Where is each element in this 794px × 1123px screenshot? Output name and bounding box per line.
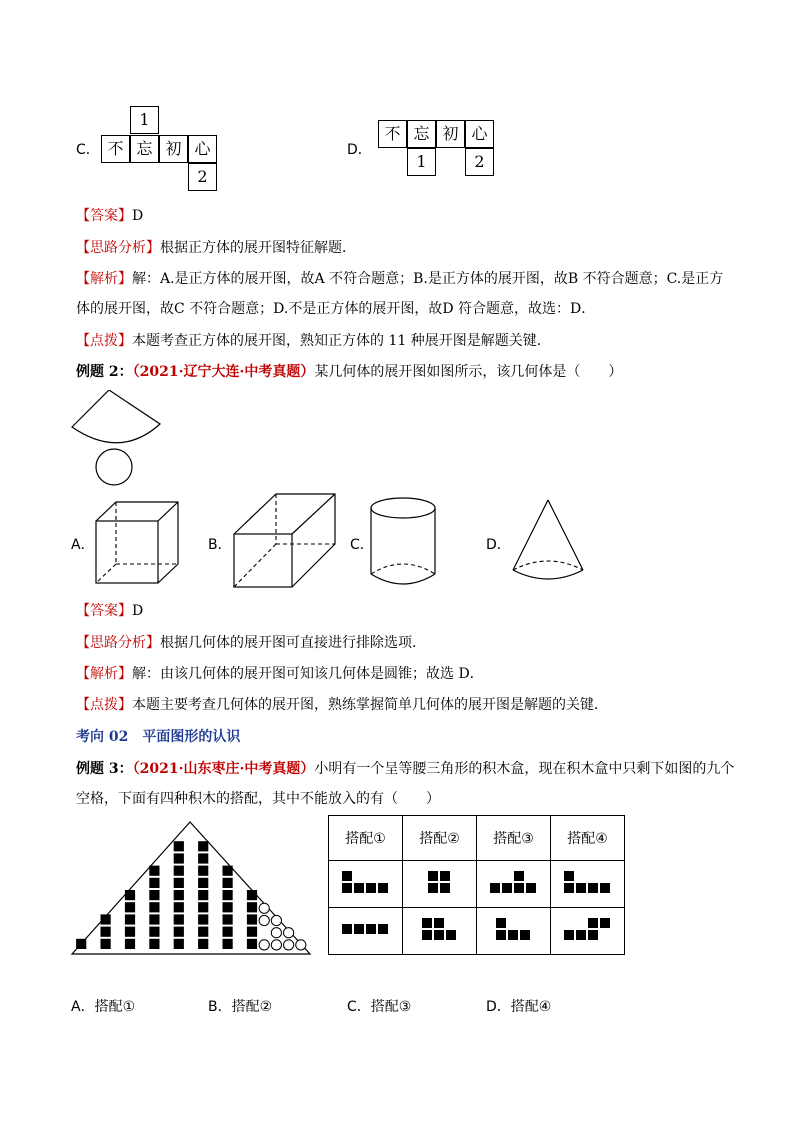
answer-value: D (132, 208, 144, 224)
combo-1-piece-b (329, 908, 403, 955)
cylinder-figure (368, 496, 438, 588)
block-square (223, 878, 233, 888)
table-row-2 (329, 908, 625, 955)
option-c-label: C． (76, 142, 100, 158)
header-combo-3: 搭配③ (477, 816, 551, 861)
block-square (223, 866, 233, 876)
block-square (247, 939, 257, 949)
answer-tag: 【答案】 (76, 603, 132, 619)
answer-value: D (132, 603, 144, 619)
net-d-face-4: 心 (465, 120, 494, 148)
q3-stem-text-1: 小明有一个呈等腰三角形的积木盒，现在积木盒中只剩下如图的九个 (314, 761, 735, 777)
table-row-1 (329, 861, 625, 908)
answer-tag: 【答案】 (76, 208, 132, 224)
piece-p-pentomino (420, 915, 460, 943)
combo-3-piece-a (477, 861, 551, 908)
block-square (149, 890, 159, 900)
combo-2-piece-a (403, 861, 477, 908)
analysis-text: 根据几何体的展开图可直接进行排除选项． (160, 635, 426, 651)
block-square (101, 927, 111, 937)
header-combo-2: 搭配② (403, 816, 477, 861)
block-square (149, 914, 159, 924)
block-square (247, 914, 257, 924)
block-square (125, 914, 135, 924)
explain-text-1: 解：A.是正方体的展开图，故A 不符合题意；B.是正方体的展开图，故B 不符合题意；C.是正方 (132, 271, 724, 287)
q3-stem-line-1 (76, 759, 734, 779)
point-text: 本题主要考查几何体的展开图，熟练掌握简单几何体的展开图是解题的关键． (132, 697, 608, 713)
block-square (149, 866, 159, 876)
analysis-text: 根据正方体的展开图特征解题． (160, 240, 356, 256)
piece-l-shape (562, 868, 614, 896)
net-d-face-below-2: 1 (407, 148, 436, 176)
q2-explain-line (76, 664, 484, 684)
empty-slot (259, 915, 269, 925)
block-square (247, 902, 257, 912)
block-square (198, 914, 208, 924)
piece-square-tetromino (426, 868, 454, 896)
point-text: 本题考查正方体的展开图，熟知正方体的 11 种展开图是解题关键． (132, 333, 551, 349)
block-square (125, 890, 135, 900)
combo-4-piece-a (551, 861, 625, 908)
empty-slot (259, 903, 269, 913)
q3-option-b: B．搭配② (208, 999, 273, 1015)
piece-small-l (494, 915, 534, 943)
block-square (198, 902, 208, 912)
block-square (223, 914, 233, 924)
q2-label: 例题 2： (76, 364, 133, 380)
block-square (125, 939, 135, 949)
net-d-face-1: 不 (378, 120, 407, 148)
net-c-top-face: 1 (130, 106, 159, 134)
cuboid-figure (232, 492, 338, 590)
block-square (174, 927, 184, 937)
q3-stem-line-2: 空格，下面有四种积木的搭配，其中不能放入的有（ ） (76, 791, 440, 807)
net-c-face-4: 心 (188, 135, 217, 163)
block-square (101, 914, 111, 924)
block-square (174, 902, 184, 912)
table-header-row (329, 816, 625, 861)
q2-source: （2021·辽宁大连·中考真题） (132, 364, 315, 380)
section-heading: 考向 02 平面图形的认识 (76, 729, 241, 745)
block-square (198, 939, 208, 949)
q3-option-d: D．搭配④ (486, 999, 552, 1015)
block-square (174, 890, 184, 900)
point-tag: 【点拨】 (76, 333, 132, 349)
analysis-tag: 【思路分析】 (76, 240, 160, 256)
block-square (174, 853, 184, 863)
combo-2-piece-b (403, 908, 477, 955)
piece-l-tetromino (340, 868, 392, 896)
q2-answer-line (76, 601, 143, 621)
block-square (198, 927, 208, 937)
block-square (149, 902, 159, 912)
q1-explain-line-1 (76, 269, 723, 289)
q3-label: 例题 3： (76, 761, 133, 777)
combo-3-piece-b (477, 908, 551, 955)
net-d-face-2: 忘 (407, 120, 436, 148)
q2-stem-text: 某几何体的展开图如图所示，该几何体是（ ） (314, 364, 623, 380)
explain-tag: 【解析】 (76, 271, 132, 287)
analysis-tag: 【思路分析】 (76, 635, 160, 651)
block-square (223, 890, 233, 900)
block-square (198, 890, 208, 900)
piece-i-tetromino (340, 921, 392, 937)
combinations-table (328, 815, 625, 955)
empty-slot (271, 928, 281, 938)
empty-slot (271, 915, 281, 925)
block-square (198, 866, 208, 876)
empty-slot (259, 940, 269, 950)
cone-net-figure (70, 390, 170, 490)
q3-source: （2021·山东枣庄·中考真题） (132, 761, 315, 777)
block-square (174, 878, 184, 888)
q2-option-d-label: D． (486, 537, 511, 553)
option-d-label: D． (347, 142, 372, 158)
q2-option-a-label: A． (71, 537, 95, 553)
cone-figure (510, 498, 586, 586)
net-d-face-3: 初 (436, 120, 465, 148)
q2-option-b-label: B． (208, 537, 232, 553)
block-square (101, 939, 111, 949)
q2-stem (76, 362, 622, 382)
q1-answer-line (76, 206, 143, 226)
q2-option-c-label: C． (350, 537, 374, 553)
empty-slot (271, 940, 281, 950)
q1-explain-line-2: 体的展开图，故C 不符合题意；D.不是正方体的展开图，故D 符合题意，故选：D． (76, 301, 596, 317)
block-square (149, 878, 159, 888)
block-square (247, 927, 257, 937)
empty-slot (296, 940, 306, 950)
block-square (149, 927, 159, 937)
block-square (223, 927, 233, 937)
block-square (174, 866, 184, 876)
net-c-face-2: 忘 (130, 135, 159, 163)
q1-analysis-line (76, 238, 356, 258)
block-square (198, 841, 208, 851)
explain-tag: 【解析】 (76, 666, 132, 682)
q2-analysis-line (76, 633, 426, 653)
block-square (125, 927, 135, 937)
empty-slot (284, 940, 294, 950)
block-square (149, 939, 159, 949)
triangle-block-box (68, 818, 314, 960)
header-combo-4: 搭配④ (551, 816, 625, 861)
combo-1-piece-a (329, 861, 403, 908)
point-tag: 【点拨】 (76, 697, 132, 713)
block-square (174, 939, 184, 949)
empty-slot (284, 928, 294, 938)
block-square (198, 853, 208, 863)
header-combo-1: 搭配① (329, 816, 403, 861)
block-square (174, 914, 184, 924)
piece-t-shape (488, 868, 540, 896)
q3-option-a: A．搭配① (71, 999, 136, 1015)
block-square (247, 890, 257, 900)
net-c-face-1: 不 (101, 135, 130, 163)
q1-point-line (76, 331, 551, 351)
block-square (76, 939, 86, 949)
block-square (174, 841, 184, 851)
q3-option-c: C．搭配③ (347, 999, 412, 1015)
block-square (198, 878, 208, 888)
block-square (223, 939, 233, 949)
block-square (125, 902, 135, 912)
explain-text: 解：由该几何体的展开图可知该几何体是圆锥；故选 D． (132, 666, 484, 682)
net-d-face-below-4: 2 (465, 148, 494, 176)
block-square (223, 902, 233, 912)
piece-s-shape (562, 915, 614, 943)
cube-figure (94, 500, 184, 586)
combo-4-piece-b (551, 908, 625, 955)
q2-point-line (76, 695, 608, 715)
net-c-bottom-face: 2 (188, 163, 217, 191)
net-c-face-3: 初 (159, 135, 188, 163)
